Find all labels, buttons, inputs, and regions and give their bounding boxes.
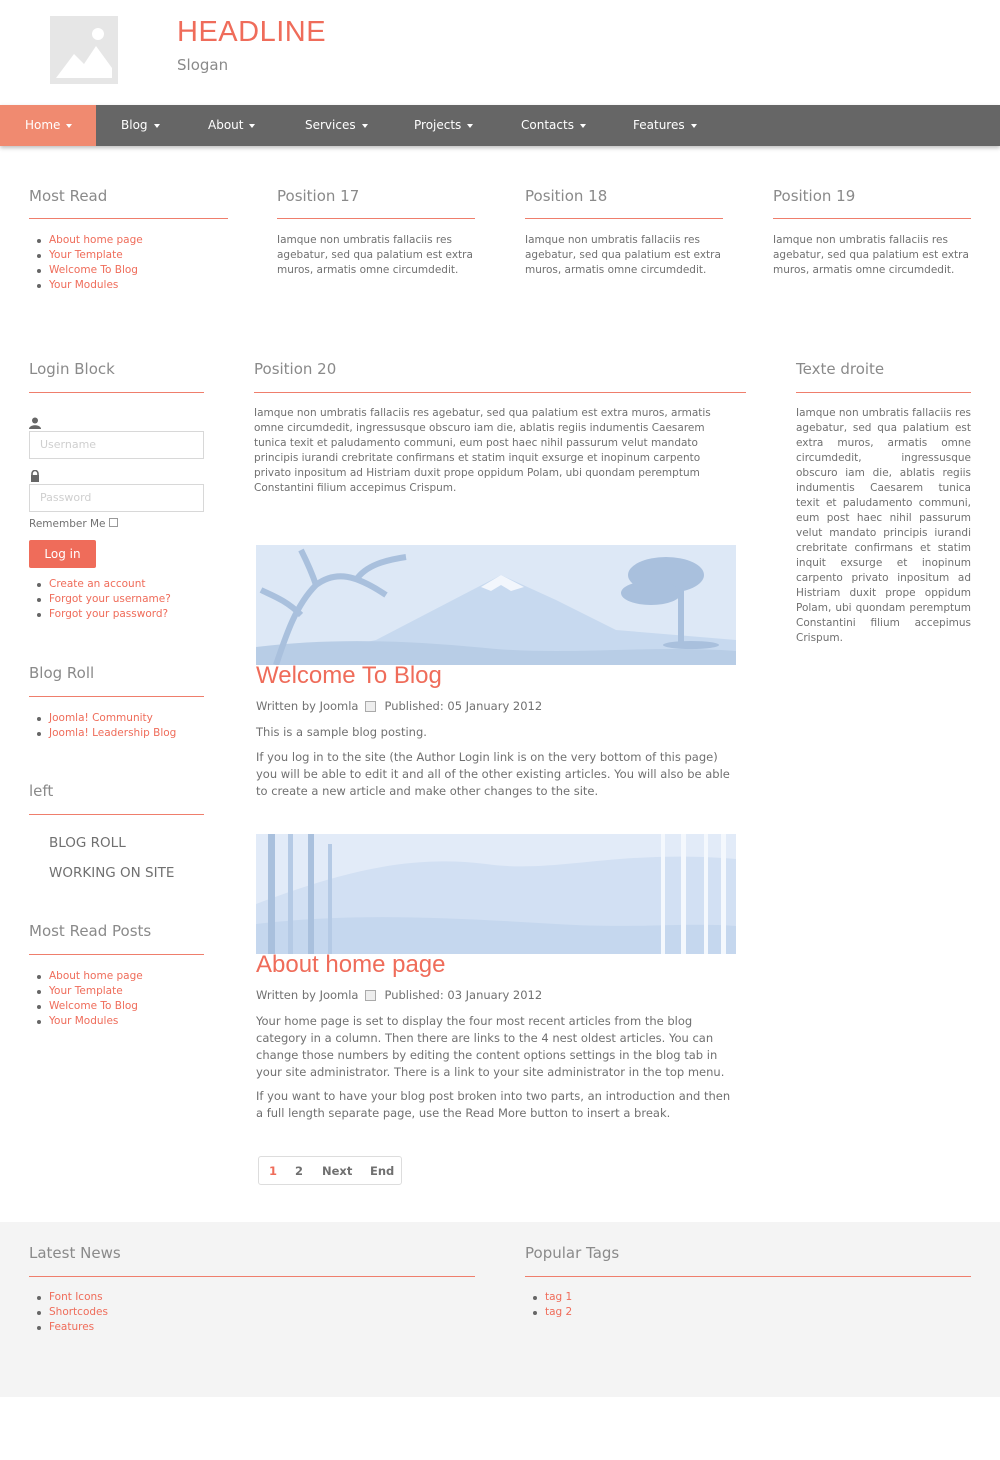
remember-me [29, 518, 118, 530]
most-read-posts-title: Most Read Posts [29, 922, 152, 940]
forgot-password-link[interactable]: Forgot your password? [49, 608, 169, 620]
position-19-title: Position 19 [773, 187, 856, 205]
nav-label: Features [633, 118, 685, 132]
article-1-p2: If you log in to the site (the Author Login link is on the very bottom of this page) you will be able to edit it and all of the other existing articles. You will also be able to create a new article and make other changes to the site. [256, 750, 730, 798]
article-2-meta [256, 988, 542, 1002]
forgot-username-link[interactable]: Forgot your username? [49, 593, 171, 605]
most-read-list [29, 233, 143, 293]
list-item[interactable] [29, 726, 176, 741]
link[interactable]: Your Modules [49, 279, 119, 291]
link[interactable]: About home page [49, 234, 143, 246]
list-item[interactable] [29, 999, 143, 1014]
password-field[interactable]: Password [29, 484, 204, 512]
caret-down-icon [467, 124, 473, 128]
link[interactable]: Your Template [49, 985, 123, 997]
divider [254, 392, 746, 393]
login-links [29, 577, 171, 622]
link[interactable]: About home page [49, 970, 143, 982]
nav-label: Services [305, 118, 356, 132]
nav-item-home[interactable] [0, 105, 96, 146]
menu-item-blog-roll[interactable]: BLOG ROLL [49, 835, 126, 851]
logo-placeholder-icon[interactable] [50, 16, 118, 84]
remember-me-label: Remember Me [29, 518, 106, 530]
link[interactable]: Welcome To Blog [49, 1000, 138, 1012]
link[interactable]: Welcome To Blog [49, 264, 138, 276]
article-1-image[interactable] [256, 545, 736, 665]
login-button[interactable]: Log in [29, 540, 96, 568]
caret-down-icon [154, 124, 160, 128]
most-read-posts-list [29, 969, 143, 1029]
nav-item-blog[interactable] [96, 105, 160, 146]
link[interactable]: Font Icons [49, 1291, 103, 1303]
list-item[interactable] [29, 263, 143, 278]
nav-label: Contacts [521, 118, 574, 132]
left-menu-title: left [29, 782, 54, 800]
position-20-title: Position 20 [254, 360, 337, 378]
remember-me-checkbox[interactable] [109, 518, 118, 527]
article-2-title[interactable]: About home page [256, 951, 446, 978]
article-2-p1: Your home page is set to display the four most recent articles from the blog category in a column. Then there are links to the 4 nest oldest articles. You can change those numbers by editing the content options settings in the blog tab in your site administrator. There is a link to your site administrator in the top menu. [256, 1014, 725, 1079]
nav-item-projects[interactable] [389, 105, 473, 146]
next-page-button[interactable]: Next [322, 1164, 353, 1178]
calendar-icon [365, 990, 376, 1001]
position-17-text: Iamque non umbratis fallaciis res agebatur, sed qua palatium est extra muros, armatis omne circumdedit. [277, 234, 473, 276]
divider [525, 1276, 971, 1277]
left-menu-list [49, 835, 174, 895]
login-block-title: Login Block [29, 360, 115, 378]
list-item[interactable] [525, 1305, 572, 1320]
caret-down-icon [691, 124, 697, 128]
divider [29, 1276, 475, 1277]
divider [773, 218, 971, 219]
article-1-title[interactable]: Welcome To Blog [256, 662, 442, 689]
link[interactable]: Joomla! Leadership Blog [49, 727, 177, 739]
pagination [258, 1156, 402, 1185]
popular-tags-title: Popular Tags [525, 1244, 620, 1262]
list-item[interactable] [525, 1290, 572, 1305]
position-19-text: Iamque non umbratis fallaciis res agebatur, sed qua palatium est extra muros, armatis omne circumdedit. [773, 234, 969, 276]
tag-link[interactable]: tag 1 [545, 1291, 573, 1303]
article-2-p2: If you want to have your blog post broken into two parts, an introduction and then a full length separate page, use the Read More button to insert a break. [256, 1089, 731, 1120]
list-item[interactable] [29, 711, 176, 726]
nav-label: About [208, 118, 244, 132]
nav-label: Projects [414, 118, 462, 132]
nav-item-contacts[interactable] [496, 105, 586, 146]
article-author: Written by Joomla [256, 988, 359, 1002]
list-item[interactable] [29, 577, 171, 592]
position-18-text: Iamque non umbratis fallaciis res agebatur, sed qua palatium est extra muros, armatis omne circumdedit. [525, 234, 721, 276]
latest-news-title: Latest News [29, 1244, 121, 1262]
caret-down-icon [249, 124, 255, 128]
article-published: Published: 03 January 2012 [384, 988, 543, 1002]
create-account-link[interactable]: Create an account [49, 578, 146, 590]
article-published: Published: 05 January 2012 [384, 699, 543, 713]
list-item[interactable] [29, 984, 143, 999]
list-item[interactable] [29, 233, 143, 248]
divider [796, 392, 971, 393]
divider [525, 218, 723, 219]
last-page-button[interactable]: End [370, 1164, 395, 1178]
list-item[interactable] [29, 1305, 108, 1320]
nav-item-about[interactable] [183, 105, 255, 146]
article-1-p1: This is a sample blog posting. [256, 725, 427, 739]
username-field[interactable]: Username [29, 431, 204, 459]
article-1-meta [256, 699, 542, 713]
right-module-title: Texte droite [796, 360, 885, 378]
menu-item-working-on-site[interactable]: WORKING ON SITE [49, 865, 175, 881]
right-module-text: Iamque non umbratis fallaciis res agebatur, sed qua palatium est extra muros, armatis omne circumdedit, ingressusque obscuro iam die, ablatis regiis indumentis Caesarem tunica texit et paludamento communi, eum post haec nihil passurum velut mandato principis iurandi crebritate confirmans et statim inquit exsurge et inopinum carpento privato inpositum ad Histriam duxit prope oppidum Polam, ubi quondam peremptum Constantini filium accepimus Crispum. [796, 407, 971, 644]
divider [29, 218, 228, 219]
site-headline[interactable]: HEADLINE [177, 16, 327, 48]
divider [29, 392, 204, 393]
user-icon [29, 417, 41, 429]
list-item[interactable] [29, 607, 171, 622]
blog-roll-list [29, 711, 176, 741]
list-item[interactable] [29, 248, 143, 263]
footer [0, 1222, 1000, 1397]
list-item[interactable] [29, 278, 143, 293]
list-item[interactable] [29, 1320, 108, 1335]
latest-news-list [29, 1290, 108, 1335]
popular-tags-list [525, 1290, 572, 1320]
list-item[interactable] [29, 1290, 108, 1305]
divider [29, 814, 204, 815]
nav-item-features[interactable] [608, 105, 697, 146]
site-slogan: Slogan [177, 56, 229, 74]
link[interactable]: Shortcodes [49, 1306, 108, 1318]
lock-icon [29, 470, 41, 482]
list-item[interactable] [29, 1014, 143, 1029]
main-nav [0, 105, 1000, 146]
position-20-text: Iamque non umbratis fallaciis res agebatur, sed qua palatium est extra muros, armatis omne circumdedit, ingressusque obscuro iam die, ablatis regiis indumentis Caesarem tunica texit et paludamento communi, eum post haec nihil passurum velut mandato principis iurandi crebritate confirmans et statim inquit exsurge et inopinum carpento privato inpositum ad Histriam duxit prope oppidum Polam, ubi quondam peremptum Constantini filium accepimus Crispum. [254, 407, 711, 494]
link[interactable]: Joomla! Community [49, 712, 153, 724]
most-read-title: Most Read [29, 187, 108, 205]
blog-roll-title: Blog Roll [29, 664, 95, 682]
list-item[interactable] [29, 969, 143, 984]
divider [277, 218, 475, 219]
position-17-title: Position 17 [277, 187, 360, 205]
calendar-icon [365, 701, 376, 712]
nav-label: Blog [121, 118, 148, 132]
link[interactable]: Features [49, 1321, 95, 1333]
caret-down-icon [66, 124, 72, 128]
link[interactable]: Your Modules [49, 1015, 119, 1027]
list-item[interactable] [29, 592, 171, 607]
article-author: Written by Joomla [256, 699, 359, 713]
divider [29, 954, 204, 955]
nav-item-services[interactable] [280, 105, 368, 146]
divider [29, 696, 204, 697]
link[interactable]: Your Template [49, 249, 123, 261]
page-1-button[interactable]: 1 [269, 1164, 278, 1178]
article-2-image[interactable] [256, 834, 736, 954]
caret-down-icon [580, 124, 586, 128]
position-18-title: Position 18 [525, 187, 608, 205]
nav-label: Home [25, 118, 61, 132]
tag-link[interactable]: tag 2 [545, 1306, 573, 1318]
caret-down-icon [362, 124, 368, 128]
site-header [0, 0, 1000, 105]
page-2-button[interactable]: 2 [295, 1164, 304, 1178]
